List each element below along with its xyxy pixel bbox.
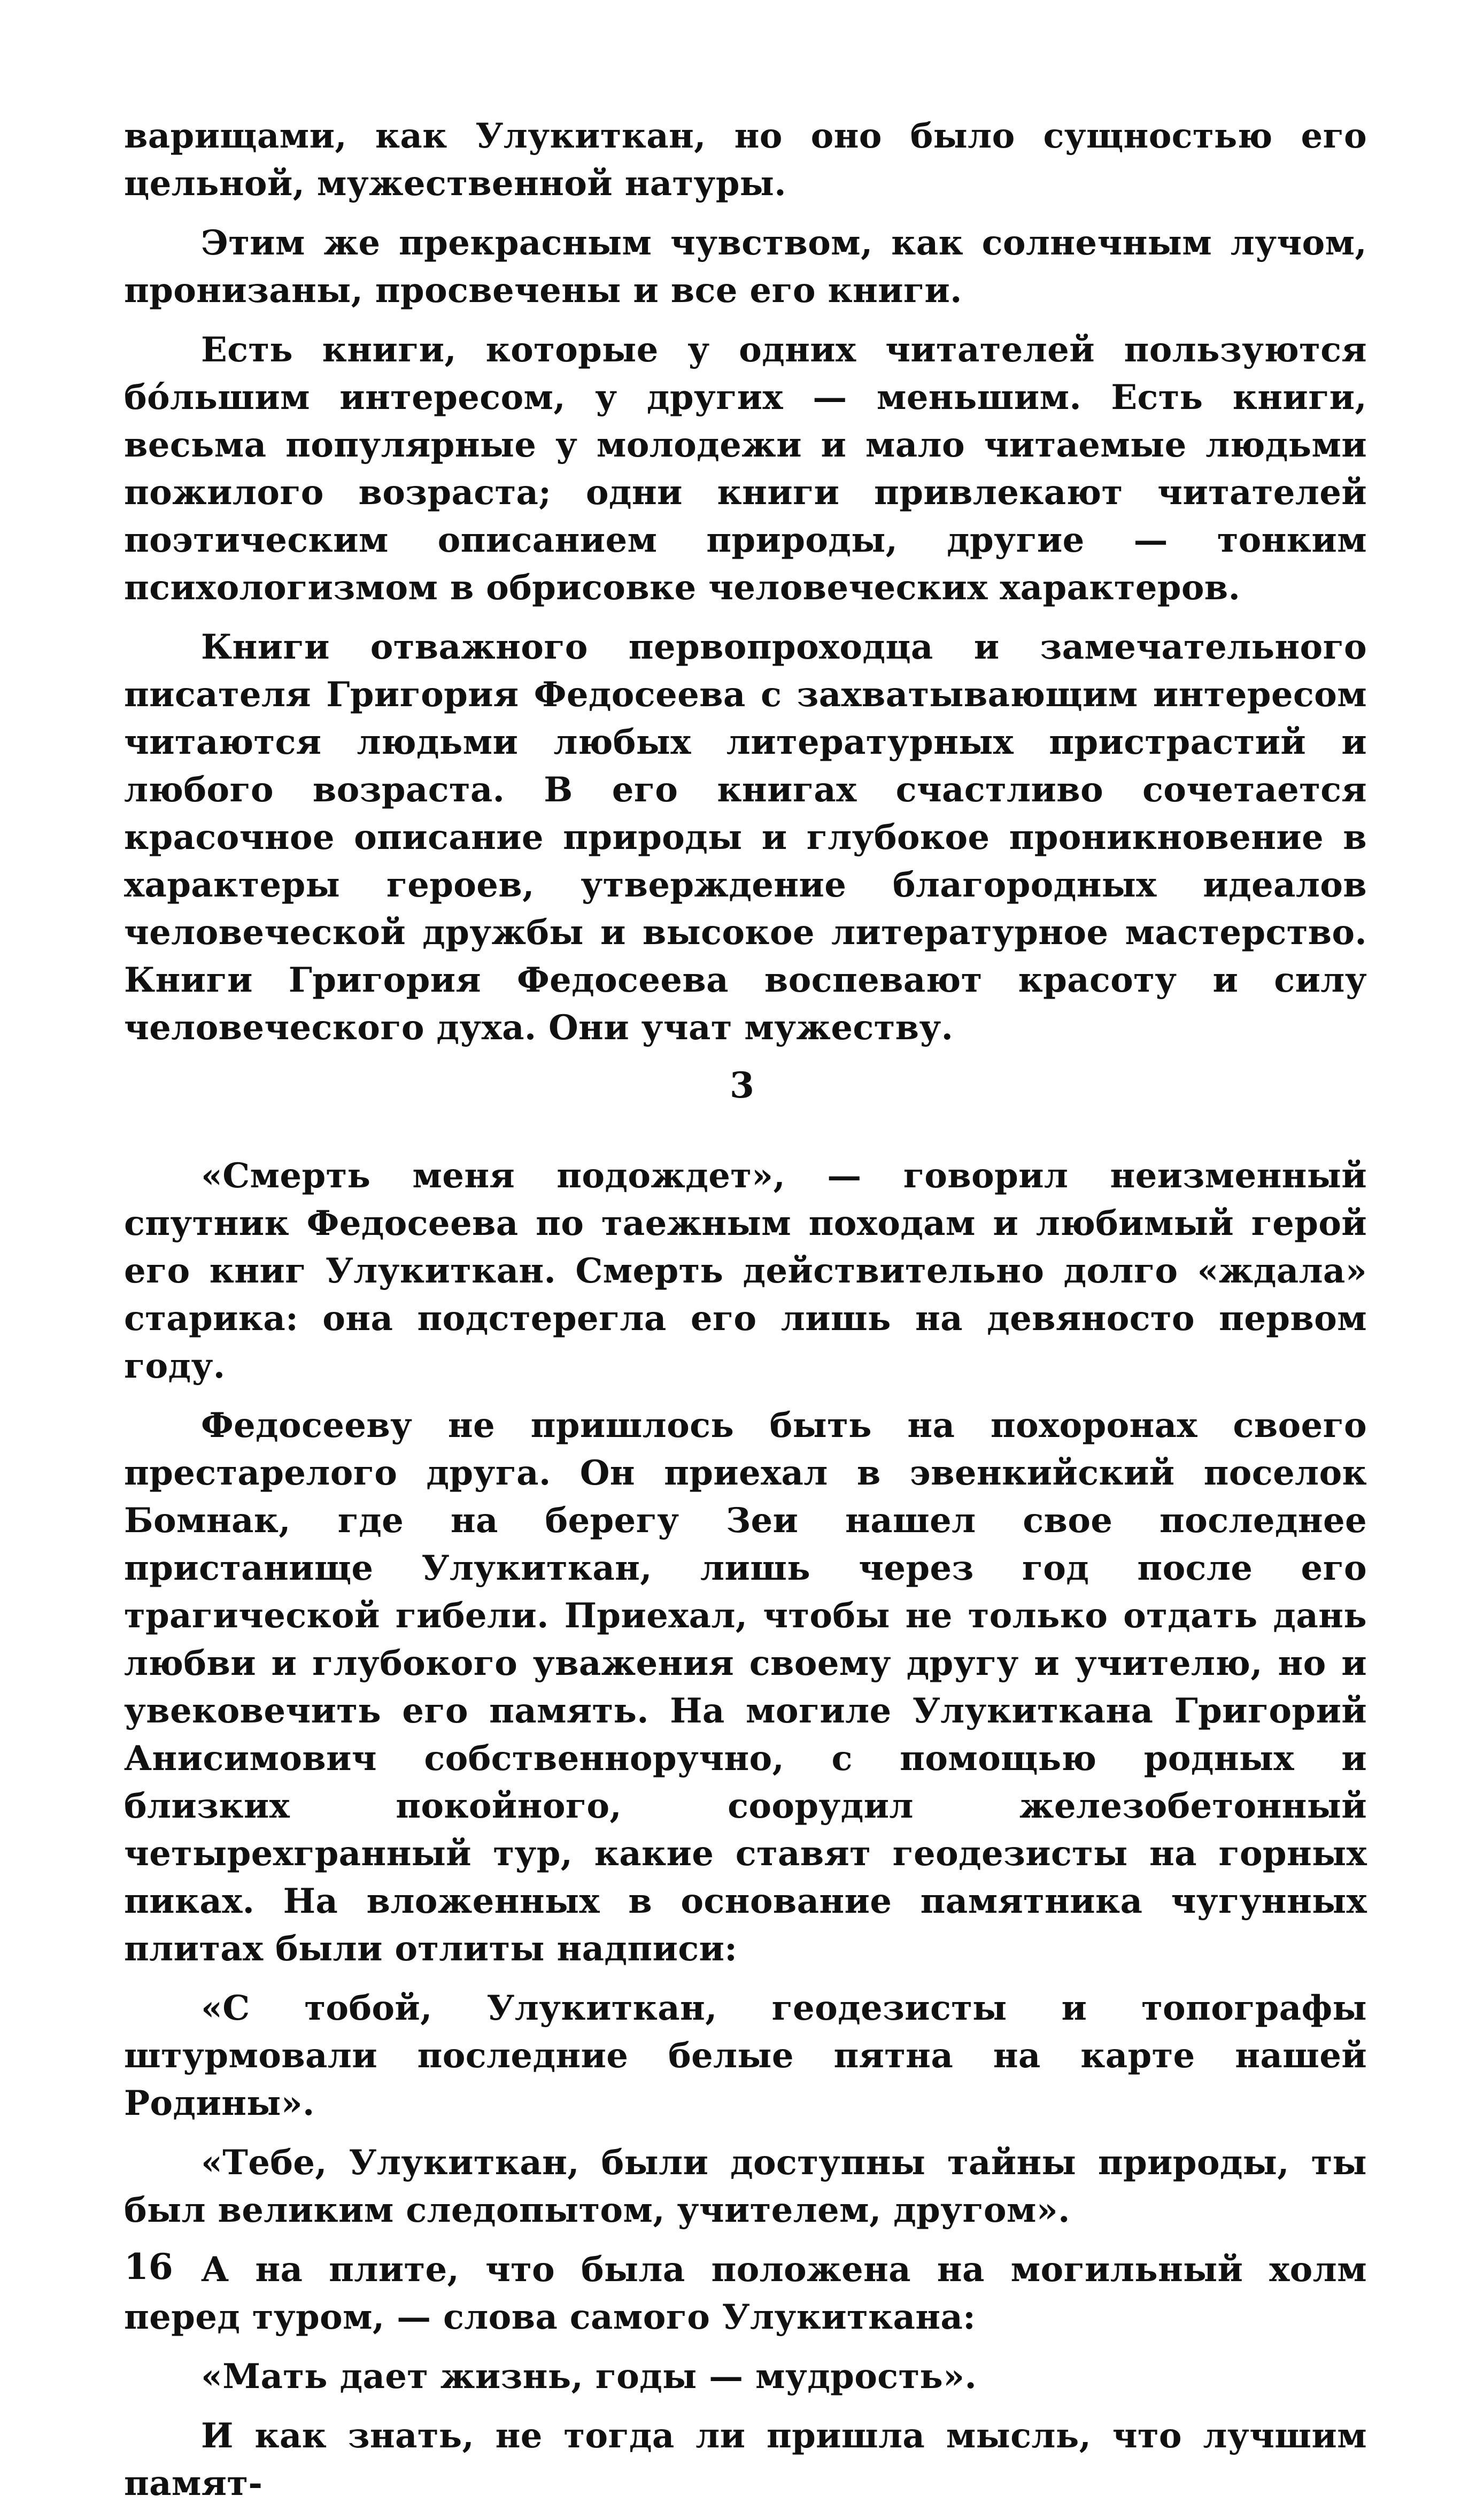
paragraph-7: А на плите, что была положена на могильный холм перед туром, — слова самого Улукиткана: bbox=[124, 2250, 1367, 2337]
inscription-3: «Мать дает жизнь, годы — мудрость». bbox=[201, 2356, 977, 2397]
section-number: 3 bbox=[730, 1064, 754, 1106]
paragraph-4: Книги отважного первопроходца и замечательного писателя Григория Федосеева с захватывающим интересом читаются людьми любых литературных пристрастий и любого возраста. В его книгах счастливо сочетается красочное описание природы и глубокое проникновение в характеры героев, утверждение благородных идеалов человеческой дружбы и высокое литературное мастерство. Книги Григория Федосеева воспевают красоту и силу человеческого духа. Они учат мужеству. bbox=[124, 627, 1367, 1048]
paragraph-1: варищами, как Улукиткан, но оно было сущностью его цельной, мужественной натуры. bbox=[124, 116, 1367, 204]
paragraph-2: Этим же прекрасным чувством, как солнечным лучом, пронизаны, просвечены и все его книги. bbox=[124, 223, 1367, 311]
inscription-2: «Тебе, Улукиткан, были доступны тайны природы, ты был великим следопытом, учителем, другом». bbox=[124, 2143, 1367, 2230]
inscription-1: «С тобой, Улукиткан, геодезисты и топографы штурмовали последние белые пятна на карте нашей Родины». bbox=[124, 1988, 1367, 2123]
bottom-text-block bbox=[124, 1152, 1367, 2519]
page-number: 16 bbox=[124, 2246, 173, 2288]
paragraph-5: «Смерть меня подождет», — говорил неизменный спутник Федосеева по таежным походам и любимый герой его книг Улукиткан. Смерть действительно долго «ждала» старика: она подстерегла его лишь на девяносто первом году. bbox=[124, 1156, 1367, 1386]
paragraph-6: Федосееву не пришлось быть на похоронах своего престарелого друга. Он приехал в эвенкийский поселок Бомнак, где на берегу Зеи нашел свое последнее пристанище Улукиткан, лишь через год после его трагической гибели. Приехал, чтобы не только отдать дань любви и глубокого уважения своему другу и учителю, но и увековечить его память. На могиле Улукиткана Григорий Анисимович собственноручно, с помощью родных и близких покойного, соорудил железобетонный четырехгранный тур, какие ставят геодезисты на горных пиках. На вложенных в основание памятника чугунных плитах были отлиты надписи: bbox=[124, 1405, 1367, 1969]
top-text-block bbox=[124, 112, 1367, 1063]
paragraph-8: И как знать, не тогда ли пришла мысль, что лучшим памят- bbox=[124, 2416, 1367, 2503]
paragraph-3: Есть книги, которые у одних читателей пользуются бóльшим интересом, у других — меньшим. Есть книги, весьма популярные у молодежи и мало читаемые людьми пожилого возраста; одни книги привлекают читателей поэтическим описанием природы, другие — тонким психологизмом в обрисовке человеческих характеров. bbox=[124, 330, 1367, 608]
